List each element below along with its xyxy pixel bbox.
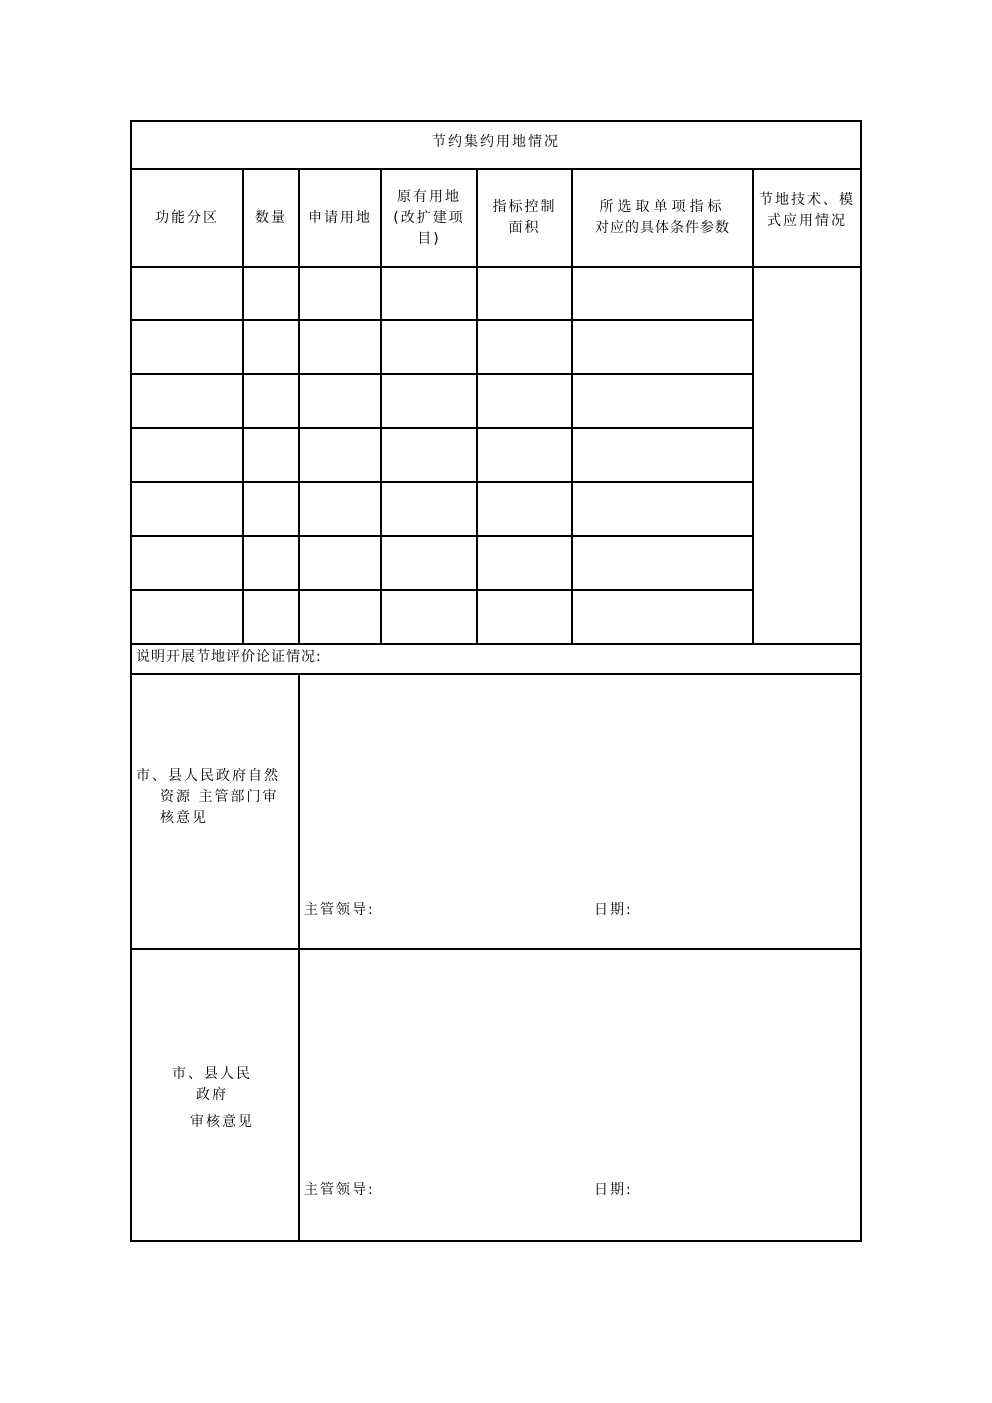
indicator-area-line-1: 指标控制 (492, 199, 557, 215)
government-review-opinion[interactable] (300, 950, 860, 1240)
original-land-line-2: (改扩建项 (393, 209, 465, 226)
cell-r5-c2[interactable] (244, 483, 298, 535)
cell-r4-c6[interactable] (573, 429, 752, 481)
date-label-2: 日期: (594, 1182, 633, 1198)
cell-r7-c6[interactable] (573, 591, 752, 643)
technology-line-1: 节地技术、模 (759, 192, 855, 208)
cell-r1-c1[interactable] (132, 268, 242, 319)
cell-r3-c4[interactable] (382, 375, 476, 427)
technology-merged-cell[interactable] (754, 268, 860, 643)
nr-label-line-1: 市、县人民政府自然 (136, 768, 280, 784)
col-header-technology (754, 170, 860, 252)
cell-r1-c4[interactable] (382, 268, 476, 319)
cell-r1-c5[interactable] (478, 268, 571, 319)
section-title: 节约集约用地情况 (432, 134, 560, 150)
leader-label-1: 主管领导: (304, 902, 375, 918)
cell-r6-c5[interactable] (478, 537, 571, 589)
gov-label-line-2: 政府 (196, 1087, 228, 1103)
cell-r4-c4[interactable] (382, 429, 476, 481)
cell-r2-c2[interactable] (244, 321, 298, 373)
cell-r5-c5[interactable] (478, 483, 571, 535)
cell-r4-c2[interactable] (244, 429, 298, 481)
gov-label-line-1: 市、县人民 (172, 1066, 252, 1082)
leader-label-2: 主管领导: (304, 1182, 375, 1198)
gov-label-line-3: 审核意见 (190, 1114, 254, 1130)
cell-r4-c3[interactable] (300, 429, 380, 481)
cell-r7-c3[interactable] (300, 591, 380, 643)
cell-r3-c5[interactable] (478, 375, 571, 427)
date-label-1: 日期: (594, 902, 633, 918)
cell-r6-c3[interactable] (300, 537, 380, 589)
cell-r5-c6[interactable] (573, 483, 752, 535)
cell-r6-c6[interactable] (573, 537, 752, 589)
natural-resources-review-opinion[interactable] (300, 675, 860, 947)
cell-r4-c5[interactable] (478, 429, 571, 481)
cell-r3-c2[interactable] (244, 375, 298, 427)
cell-r2-c6[interactable] (573, 321, 752, 373)
technology-line-2: 式应用情况 (767, 213, 847, 229)
cell-r3-c6[interactable] (573, 375, 752, 427)
cell-r3-c3[interactable] (300, 375, 380, 427)
border-top (130, 120, 862, 122)
natural-resources-review-label (136, 766, 296, 829)
nr-label-line-2: 资源 主管部门审 (160, 789, 279, 805)
condition-params-line-1: 所选取单项指标 (599, 199, 726, 215)
col-header-condition-params (573, 170, 752, 266)
explanation-top-line (130, 643, 862, 645)
cell-r7-c5[interactable] (478, 591, 571, 643)
cell-r1-c6[interactable] (573, 268, 752, 319)
cell-r1-c2[interactable] (244, 268, 298, 319)
nr-label-line-3: 核意见 (160, 810, 208, 826)
cell-r1-c3[interactable] (300, 268, 380, 319)
cell-r4-c1[interactable] (132, 429, 242, 481)
cell-r7-c4[interactable] (382, 591, 476, 643)
col-header-applied-land: 申请用地 (308, 209, 372, 226)
col-header-quantity: 数量 (255, 209, 287, 226)
cell-r5-c3[interactable] (300, 483, 380, 535)
cell-r6-c1[interactable] (132, 537, 242, 589)
explanation-label: 说明开展节地评价论证情况: (136, 649, 322, 665)
land-use-form (130, 120, 862, 1242)
col-header-function-zone: 功能分区 (155, 209, 219, 226)
cell-r2-c4[interactable] (382, 321, 476, 373)
cell-r2-c3[interactable] (300, 321, 380, 373)
cell-r3-c1[interactable] (132, 375, 242, 427)
col-header-original-land (382, 170, 476, 266)
condition-params-line-2: 对应的具体条件参数 (595, 220, 730, 236)
border-right (860, 120, 862, 1242)
cell-r6-c4[interactable] (382, 537, 476, 589)
cell-r5-c1[interactable] (132, 483, 242, 535)
indicator-area-line-2: 面积 (508, 220, 541, 236)
cell-r7-c2[interactable] (244, 591, 298, 643)
cell-r5-c4[interactable] (382, 483, 476, 535)
cell-r2-c5[interactable] (478, 321, 571, 373)
government-review-label (130, 1064, 298, 1133)
cell-r6-c2[interactable] (244, 537, 298, 589)
original-land-line-1: 原有用地 (397, 188, 461, 205)
cell-r7-c1[interactable] (132, 591, 242, 643)
cell-r2-c1[interactable] (132, 321, 242, 373)
border-bottom (130, 1240, 862, 1242)
original-land-line-3: 目) (417, 230, 441, 247)
col-header-indicator-area (478, 170, 571, 266)
